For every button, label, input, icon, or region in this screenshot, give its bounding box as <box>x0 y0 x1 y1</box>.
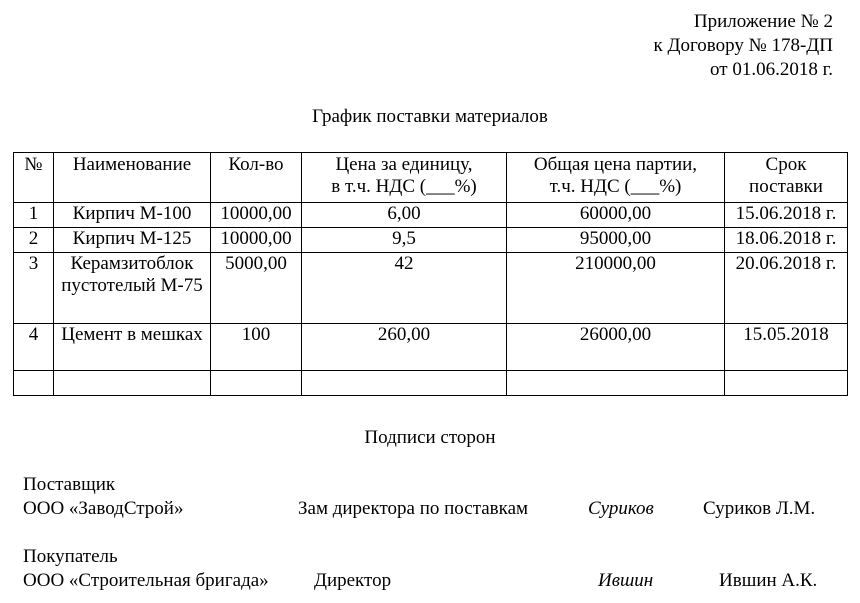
cell-total: 210000,00 <box>507 253 725 324</box>
table-header-row <box>14 153 848 203</box>
cell-name: Цемент в мешках <box>54 324 211 371</box>
signatures-title: Подписи сторон <box>364 427 496 448</box>
header-name: Наименование <box>54 153 211 203</box>
cell-unit-price: 6,00 <box>302 203 507 228</box>
cell-term: 18.06.2018 г. <box>725 228 848 253</box>
table-row <box>14 324 848 371</box>
cell-qty: 100 <box>211 324 302 371</box>
cell-term: 20.06.2018 г. <box>725 253 848 324</box>
cell-unit-price: 9,5 <box>302 228 507 253</box>
header-total-line2: т.ч. НДС (___%) <box>549 176 682 197</box>
cell-name: Кирпич М-125 <box>54 228 211 253</box>
appendix-date: от 01.06.2018 г. <box>710 59 833 80</box>
supplier-name: Суриков Л.М. <box>703 498 816 519</box>
cell-num: 1 <box>14 203 54 228</box>
buyer-company: ООО «Строительная бригада» <box>23 570 269 591</box>
header-term <box>725 153 848 203</box>
cell-empty <box>725 371 848 396</box>
buyer-signature: Ившин <box>598 570 654 591</box>
cell-unit-price: 42 <box>302 253 507 324</box>
cell-term: 15.06.2018 г. <box>725 203 848 228</box>
buyer-position: Директор <box>314 570 392 591</box>
cell-total: 26000,00 <box>507 324 725 371</box>
table-row <box>14 203 848 228</box>
buyer-name: Ившин А.К. <box>719 570 818 591</box>
cell-total: 95000,00 <box>507 228 725 253</box>
cell-name: Кирпич М-100 <box>54 203 211 228</box>
supplier-signature: Суриков <box>588 498 654 519</box>
table-row <box>14 253 848 324</box>
cell-qty: 10000,00 <box>211 228 302 253</box>
appendix-contract-ref: к Договору № 178-ДП <box>653 35 833 56</box>
cell-empty <box>302 371 507 396</box>
cell-qty: 5000,00 <box>211 253 302 324</box>
header-term-line2: поставки <box>749 176 823 197</box>
header-unit-price <box>302 153 507 203</box>
supplier-role: Поставщик <box>23 474 116 495</box>
cell-num: 4 <box>14 324 54 371</box>
cell-unit-price: 260,00 <box>302 324 507 371</box>
header-term-line1: Срок <box>765 154 807 175</box>
header-num: № <box>14 153 54 203</box>
supplier-position: Зам директора по поставкам <box>298 498 529 519</box>
cell-num: 2 <box>14 228 54 253</box>
cell-name: Керамзитоблок пустотелый М-75 <box>54 253 211 324</box>
cell-total: 60000,00 <box>507 203 725 228</box>
cell-empty <box>507 371 725 396</box>
document-title: График поставки материалов <box>312 106 548 127</box>
appendix-header <box>654 10 834 82</box>
cell-qty: 10000,00 <box>211 203 302 228</box>
buyer-role: Покупатель <box>23 546 118 567</box>
delivery-schedule-table <box>13 152 848 396</box>
header-qty: Кол-во <box>211 153 302 203</box>
cell-term: 15.05.2018 <box>725 324 848 371</box>
header-unit-price-line1: Цена за единицу, <box>335 154 473 175</box>
table-row-empty <box>14 371 848 396</box>
header-total-line1: Общая цена партии, <box>533 154 698 175</box>
table-row <box>14 228 848 253</box>
supplier-company: ООО «ЗаводСтрой» <box>23 498 184 519</box>
cell-empty <box>211 371 302 396</box>
appendix-number: Приложение № 2 <box>693 11 833 32</box>
cell-empty <box>54 371 211 396</box>
header-total <box>507 153 725 203</box>
cell-empty <box>14 371 54 396</box>
cell-num: 3 <box>14 253 54 324</box>
header-unit-price-line2: в т.ч. НДС (___%) <box>331 176 477 197</box>
